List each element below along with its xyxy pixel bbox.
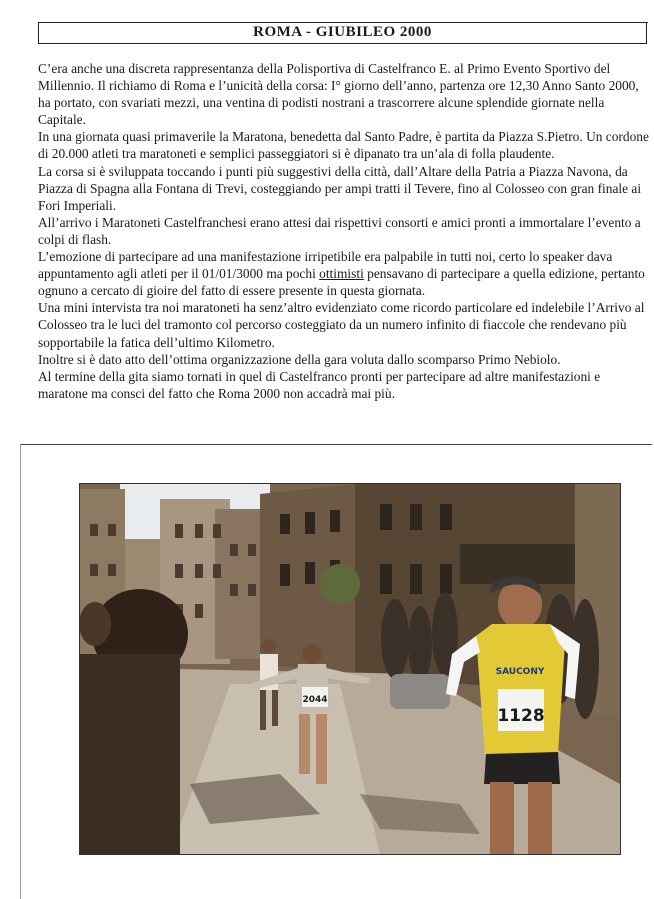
section-divider [20,444,652,445]
title-box [38,22,647,44]
paragraph: In una giornata quasi primaverile la Maratona, benedetta dal Santo Padre, è partita da Piazza S.Pietro. Un cordone di 20.000 atleti tra maratoneti e semplici passeggiatori si è dipanato tra un’ala di folla plaudente. [38,129,649,162]
paragraph: Al termine della gita siamo tornati in quel di Castelfranco pronti per partecipare ad altre manifestazioni e maratone ma consci del fatto che Roma 2000 non accadrà mai più. [38,368,601,401]
page-title: ROMA - GIUBILEO 2000 [253,24,432,40]
back-runner-bib: 2044 [302,695,328,705]
underlined-word: ottimisti [319,266,364,282]
paragraph-text: pensavano di partecipare a quella edizione, pertanto ognuno a cercato di gioire del fatto di essere presente in questa giornata. [38,266,645,299]
paragraph [38,248,652,299]
paragraph: Una mini intervista tra noi maratoneti ha senz’altro evidenziato come ricordo particolare ed indelebile l’Arrivo al Colosseo tra le luci del tramonto col percorso costeggiato da un numero infinito di fiaccole che rendevano più sopportabile la fatica dell’ultimo Kilometro. [38,300,645,350]
front-runner-bib: 1128 [497,706,545,726]
paragraph-text: L’emozione di partecipare ad una manifestazione irripetibile era palpabile in tutti noi, certo lo speaker dava appuntamento agli atleti per il 01/01/3000 ma pochi [38,249,613,282]
paragraph: C’era anche una discreta rappresentanza della Polisportiva di Castelfranco E. al Primo Evento Sportivo del Millennio. Il richiamo di Roma e l’unicità della corsa: I° giorno dell’anno, partenza ore 12,30 Anno Santo 2000, ha portato, con svariati mezzi, una ventina di podisti nostrani a trascorrere alcune splendide giornate nella Capitale. [38,61,639,128]
marathon-street-scene [80,484,620,854]
paragraph: All’arrivo i Maratoneti Castelfranchesi erano attesi dai rispettivi consorti e amici pronti a immortalare l’evento a colpi di flash. [38,214,641,247]
paragraph: La corsa si è sviluppata toccando i punti più suggestivi della città, dall’Altare della Patria a Piazza Navona, da Piazza di Spagna alla Fontana di Trevi, costeggiando per ampi tratti il Tevere, fino al Colosseo con gran finale ai Fori Imperiali. [38,163,642,213]
article-body [38,60,652,402]
marathon-photo [80,484,620,854]
page-edge-line [20,444,21,899]
paragraph: Inoltre si è dato atto dell’ottima organizzazione della gara voluta dallo scomparso Primo Nebiolo. [38,351,561,367]
sponsor-label: SAUCONY [495,667,545,677]
